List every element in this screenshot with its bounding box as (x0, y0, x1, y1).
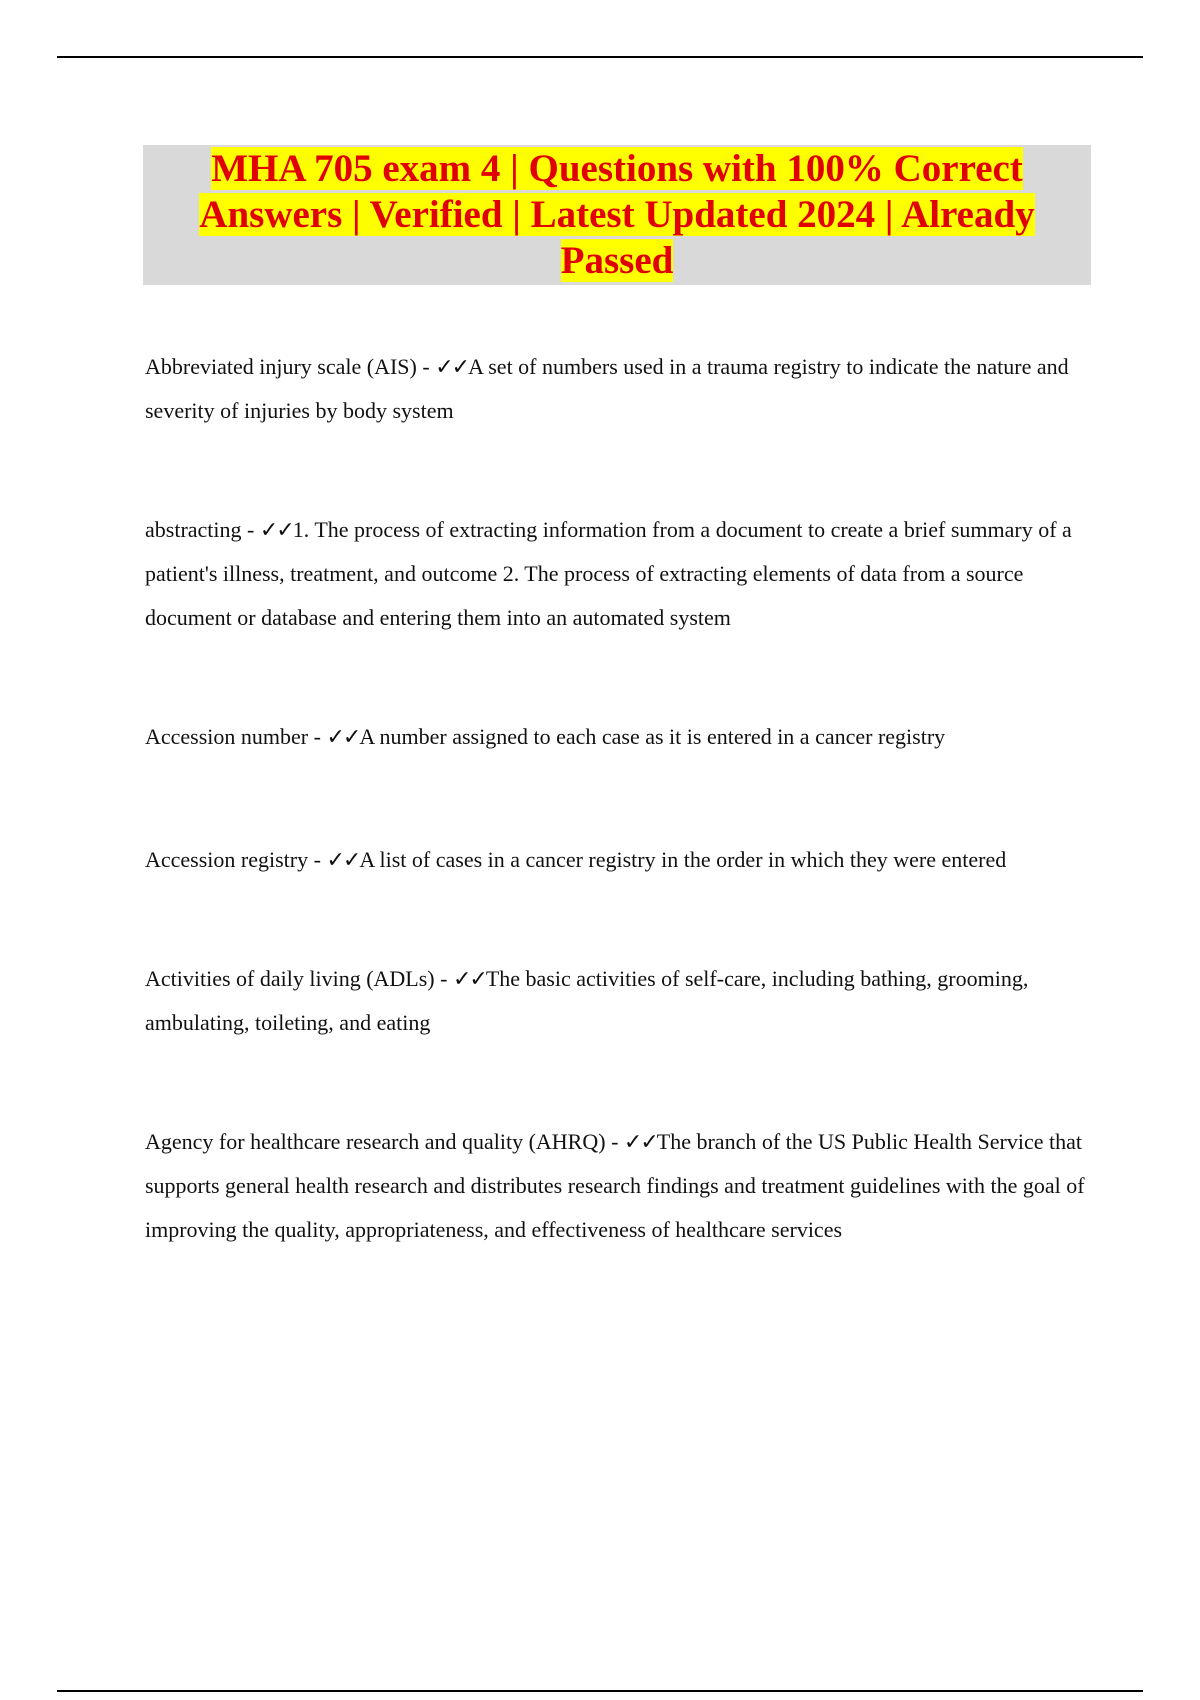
entry-term: Accession registry (145, 847, 309, 872)
double-check-icon: ✓✓ (259, 517, 293, 542)
glossary-entry (145, 715, 1085, 759)
entry-definition: The branch of the US Public Health Service that supports general health research and distributes research findings and treatment guidelines with the goal of improving the quality, appropriateness, and effectiveness of healthcare services (145, 1129, 1085, 1242)
entry-term: Agency for healthcare research and quality (AHRQ) (145, 1129, 606, 1154)
entry-definition: A number assigned to each case as it is entered in a cancer registry (359, 724, 946, 749)
entry-definition: A set of numbers used in a trauma registry to indicate the nature and severity of injuries by body system (145, 354, 1069, 423)
entry-definition: The basic activities of self-care, including bathing, grooming, ambulating, toileting, and eating (145, 966, 1029, 1035)
entry-separator: - (241, 517, 260, 542)
glossary-entry (145, 957, 1085, 1045)
entry-term: Activities of daily living (ADLs) (145, 966, 435, 991)
double-check-icon: ✓✓ (623, 1129, 657, 1154)
glossary-entry (145, 508, 1085, 640)
title-highlight: MHA 705 exam 4 | Questions with 100% Correct Answers | Verified | Latest Updated 2024 | Already Passed (199, 147, 1035, 282)
top-rule (57, 56, 1143, 58)
glossary-entry (145, 345, 1085, 433)
entry-separator: - (416, 354, 436, 379)
double-check-icon: ✓✓ (326, 724, 360, 749)
entry-definition: 1. The process of extracting information from a document to create a brief summary of a patient's illness, treatment, and outcome 2. The process of extracting elements of data from a source document or database and entering them into an automated system (145, 517, 1072, 630)
entry-term: Abbreviated injury scale (AIS) (145, 354, 417, 379)
entry-separator: - (308, 847, 327, 872)
double-check-icon: ✓✓ (435, 354, 469, 379)
double-check-icon: ✓✓ (326, 847, 360, 872)
bottom-rule (57, 1690, 1143, 1692)
glossary-entry (145, 838, 1085, 882)
entry-separator: - (434, 966, 453, 991)
entry-separator: - (605, 1129, 624, 1154)
entry-separator: - (308, 724, 327, 749)
glossary-content (145, 345, 1085, 1252)
title-banner (143, 145, 1091, 285)
glossary-entry (145, 1120, 1085, 1252)
entry-term: abstracting (145, 517, 242, 542)
double-check-icon: ✓✓ (452, 966, 486, 991)
entry-definition: A list of cases in a cancer registry in the order in which they were entered (359, 847, 1007, 872)
entry-term: Accession number (145, 724, 309, 749)
page-title (167, 146, 1067, 284)
